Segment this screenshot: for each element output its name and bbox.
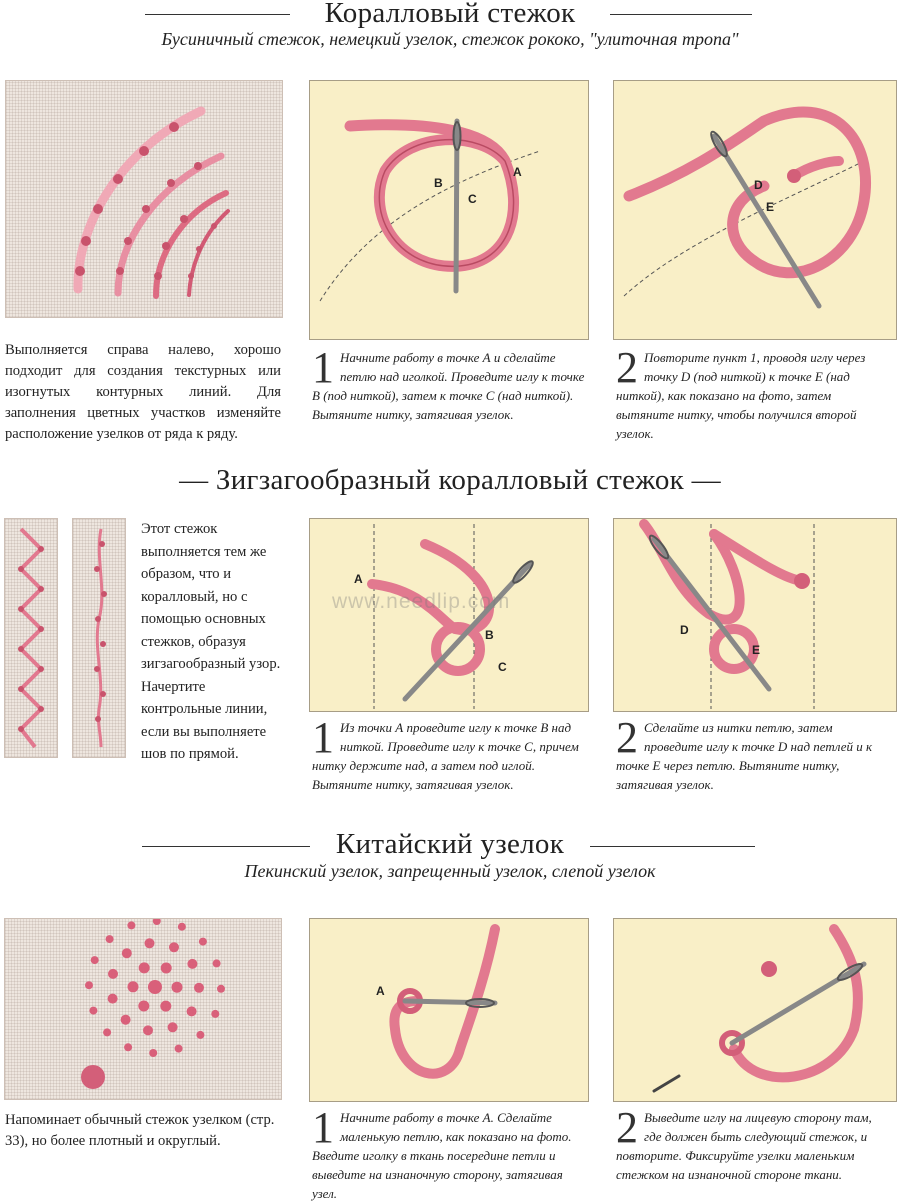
knot-dot <box>138 1001 149 1012</box>
coral-step1-drawing <box>310 81 588 339</box>
chinese-step2-illustration <box>613 918 897 1102</box>
zigzag-sample-1-stitches <box>5 519 57 757</box>
knot-dot <box>153 919 161 925</box>
knot-dot <box>217 985 225 993</box>
label-A: A <box>513 165 522 179</box>
coral-title: Коралловый стежок <box>324 0 576 29</box>
coral-step2-illustration <box>613 80 897 340</box>
knot-dot <box>91 956 99 964</box>
label-C: C <box>468 192 477 206</box>
chinese-step1-drawing <box>310 919 588 1101</box>
zigzag-sample-2-stitches <box>73 519 125 757</box>
knot-dot <box>148 980 162 994</box>
knot-dot <box>160 1001 171 1012</box>
zigzag-step2-drawing <box>614 519 896 711</box>
knot-dot <box>85 981 93 989</box>
knot-dot <box>194 983 204 993</box>
knot-dot <box>108 994 118 1004</box>
label-B: B <box>434 176 443 190</box>
chinese-title: Китайский узелок <box>335 828 565 860</box>
chinese-fabric-sample <box>4 918 282 1100</box>
knot-dot <box>161 963 172 974</box>
knot-dot <box>122 948 132 958</box>
title-rule-right <box>610 14 752 15</box>
knot-dot <box>213 959 221 967</box>
knot-dot <box>168 1022 178 1032</box>
coral-fabric-sample <box>5 80 283 318</box>
label-E: E <box>752 643 761 657</box>
label-E: E <box>766 200 775 214</box>
coral-step1-text: 1 Начните работу в точке А и сделайте петлю над иголкой. Проведите иглу к точке В (под ниткой), затем к точке С (над ниткой). Вытяните нитку, затягивая узелок. <box>312 343 585 422</box>
knot-dot <box>128 981 139 992</box>
coral-step2-text: 2 Повторите пункт 1, проводя иглу через точку D (под ниткой) к точке Е (над ниткой), как показано на фото, затем вытяните нитку, чтобы получился второй узелок. <box>616 343 866 441</box>
label-D: D <box>754 178 763 192</box>
knot-dot <box>89 1007 97 1015</box>
zigzag-step1-illustration <box>309 518 589 712</box>
chinese-step2-text: 2 Выведите иглу на лицевую сторону там, где должен быть следующий стежок, и повторите. Фиксируйте узелки маленьким стежком на изнаночной стороне ткани. <box>616 1103 872 1182</box>
zigzag-step2-text: 2 Сделайте из нитки петлю, затем проведите иглу к точке D над петлей и к точке Е через петлю. Вытяните нитку, затягивая узелок. <box>616 713 873 792</box>
zigzag-description: Этот стежок выполняется тем же образом, что и коралловый, но с помощью основных стежков, образуя зигзагообразный узор. Начертите контрольные линии, если вы выполняете шов по прямой. <box>141 521 281 762</box>
chinese-step2-drawing <box>614 919 896 1101</box>
label-A: A <box>376 984 385 998</box>
knot-dot <box>169 942 179 952</box>
knot-dot <box>106 935 114 943</box>
knot-dot <box>124 1043 132 1051</box>
coral-subtitle: Бусиничный стежок, немецкий узелок, стежок рококо, "улиточная тропа" <box>161 29 739 49</box>
label-C: C <box>498 660 507 674</box>
zigzag-fabric-sample-1 <box>4 518 58 758</box>
watermark: www.needlip.com <box>332 590 511 613</box>
knot-dot <box>187 1006 197 1016</box>
zigzag-step1-drawing <box>310 519 588 711</box>
knot-dot <box>103 1028 111 1036</box>
title-rule-right <box>590 846 755 847</box>
zigzag-title: — Зигзагообразный коралловый стежок — <box>179 464 721 496</box>
knot-dot <box>121 1015 131 1025</box>
knot-dot <box>196 1031 204 1039</box>
label-A: A <box>354 572 363 586</box>
knot-dot <box>211 1010 219 1018</box>
knot-dot <box>139 962 150 973</box>
label-B: B <box>485 628 494 642</box>
zigzag-step1-text: 1 Из точки А проведите иглу к точке В над ниткой. Проведите иглу к точке С, причем нитку держите над, а затем под иглой. Вытяните нитку, затягивая узелок. <box>312 713 579 792</box>
coral-description: Выполняется справа налево, хорошо подходит для создания текстурных или изогнутых контурных линий. Для заполнения цветных участков изменяйте расположение узелков от ряда к ряду. <box>5 342 281 442</box>
knot-dot <box>172 982 183 993</box>
label-D: D <box>680 623 689 637</box>
knot-dot <box>108 969 118 979</box>
chinese-step1-text: 1 Начните работу в точке А. Сделайте маленькую петлю, как показано на фото. Введите иголку в ткань посередине петли и выведите на изнаночную сторону, затягивая узел. <box>312 1103 572 1201</box>
chinese-step1-illustration <box>309 918 589 1102</box>
coral-sample-stitches <box>6 81 282 317</box>
chinese-description: Напоминает обычный стежок узелком (стр. 33), но более плотный и округлый. <box>5 1112 275 1149</box>
coral-step2-drawing <box>614 81 896 339</box>
chinese-subtitle: Пекинский узелок, запрещенный узелок, слепой узелок <box>244 861 656 881</box>
coral-step1-illustration <box>309 80 589 340</box>
zigzag-fabric-sample-2 <box>72 518 126 758</box>
knot-dot <box>178 923 186 931</box>
knot-dot <box>143 1025 153 1035</box>
knot-dot <box>145 938 155 948</box>
chinese-sample-knots <box>5 919 281 1099</box>
knot-dot <box>127 921 135 929</box>
knot-dot <box>149 1049 157 1057</box>
knot-dot <box>199 938 207 946</box>
knot-dot <box>175 1045 183 1053</box>
zigzag-step2-illustration <box>613 518 897 712</box>
knot-dot <box>187 959 197 969</box>
